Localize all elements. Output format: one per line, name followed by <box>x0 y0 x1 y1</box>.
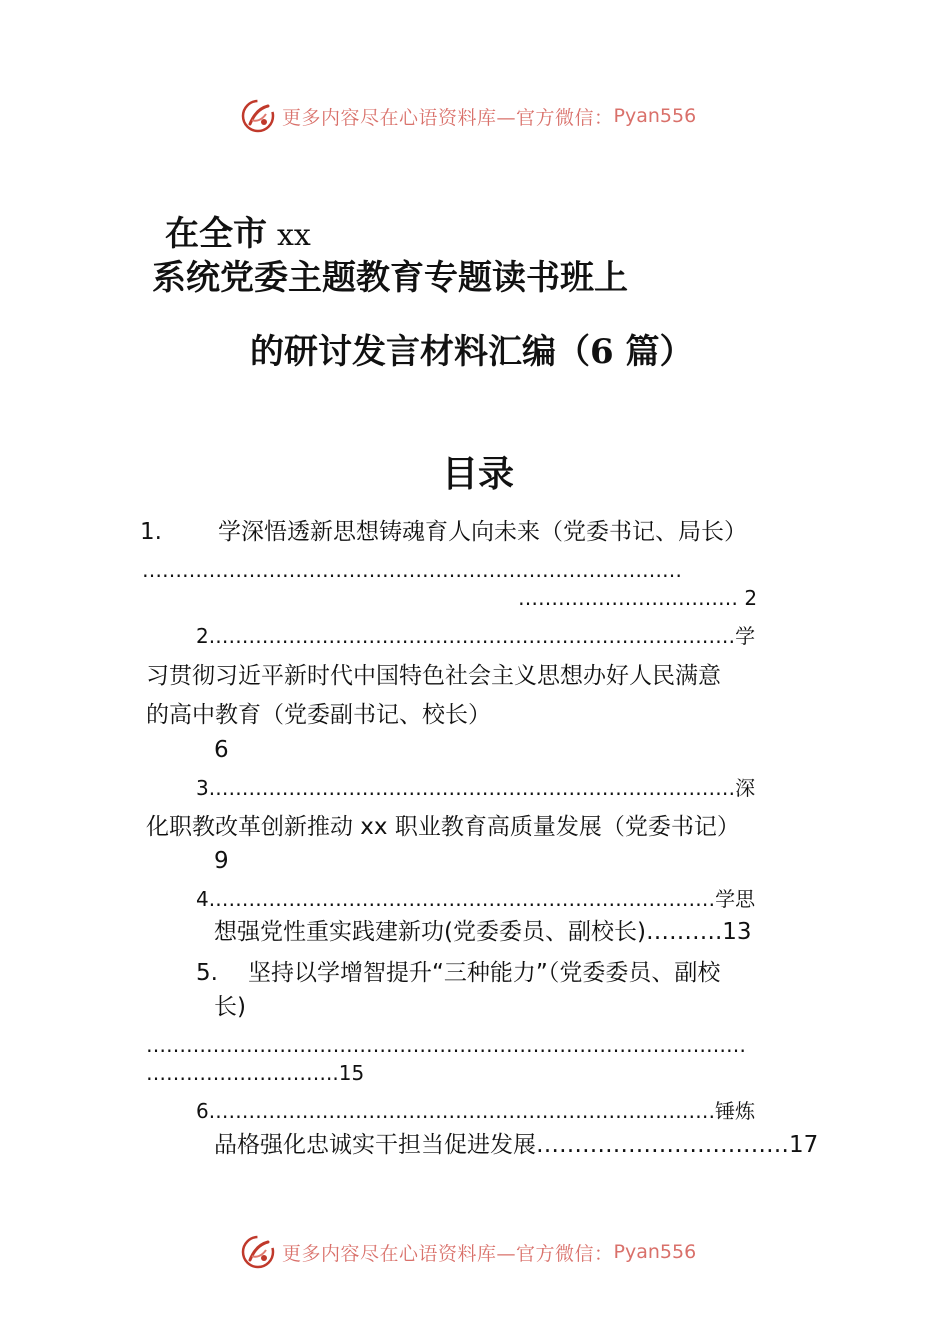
doc-title-line2: 系统党委主题教育专题读书班上 <box>152 258 628 298</box>
toc-entry-6-number-leader: 6.…………………………………………………………………锤炼 <box>196 1099 756 1123</box>
watermark-wechat-id: Pyan556 <box>613 1241 697 1263</box>
brush-seal-logo-icon <box>240 1234 276 1270</box>
toc-entry-5-line1: 坚持以学增智提升“三种能力”（党委委员、副校 <box>248 960 721 986</box>
toc-entry-3-line2: 化职教改革创新推动 xx 职业教育高质量发展（党委书记） <box>146 814 740 840</box>
toc-entry-2-page: 6 <box>214 737 229 763</box>
toc-entry-5-number: 5. <box>196 960 218 986</box>
toc-entry-2-number-leader: 2.……………………………………………………………………学 <box>196 624 756 648</box>
toc-entry-4-line2: 想强党性重实践建新功(党委委员、副校长)……….13 <box>214 919 752 945</box>
toc-entry-2-line2: 习贯彻习近平新时代中国特色社会主义思想办好人民满意 <box>146 663 721 689</box>
doc-title-line1-prefix: 在全市 <box>165 214 267 254</box>
toc-entry-5-leader-a: ……………………………………………………………………………… <box>146 1033 746 1057</box>
toc-entry-5-leader-page: ………………………..15 <box>146 1061 365 1085</box>
toc-entry-1-leader-page: …………………………… 2 <box>518 586 758 610</box>
toc-entry-1-title: 学深悟透新思想铸魂育人向未来（党委书记、局长） <box>218 519 747 545</box>
doc-title-line1 <box>165 206 311 255</box>
toc-entry-6-line2: 品格强化忠诚实干担当促进发展……………………………17 <box>214 1132 819 1158</box>
toc-entry-2-line3: 的高中教育（党委副书记、校长） <box>146 702 491 728</box>
brush-seal-logo-icon <box>240 98 276 134</box>
toc-heading: 目录 <box>442 453 515 495</box>
toc-entry-3-number-leader: 3.……………………………………………………………………深 <box>196 776 756 800</box>
toc-entry-5-line2: 长) <box>214 994 246 1020</box>
header-watermark <box>240 96 696 136</box>
footer-watermark <box>240 1232 696 1272</box>
toc-entry-4-number-leader: 4.…………………………………………………………………学思 <box>196 887 756 911</box>
doc-title-line3: 的研讨发言材料汇编（6 篇） <box>250 332 694 372</box>
watermark-wechat-id: Pyan556 <box>613 105 697 127</box>
watermark-text: 更多内容尽在心语资料库—官方微信： <box>282 106 614 129</box>
watermark-text: 更多内容尽在心语资料库—官方微信： <box>282 1242 614 1265</box>
toc-entry-3-page: 9 <box>214 848 229 874</box>
toc-entry-1-number: 1. <box>140 519 162 545</box>
doc-title-line1-xx: xx <box>277 218 311 253</box>
toc-entry-1-leader-a: ……………………………………………………………………… <box>142 558 682 582</box>
